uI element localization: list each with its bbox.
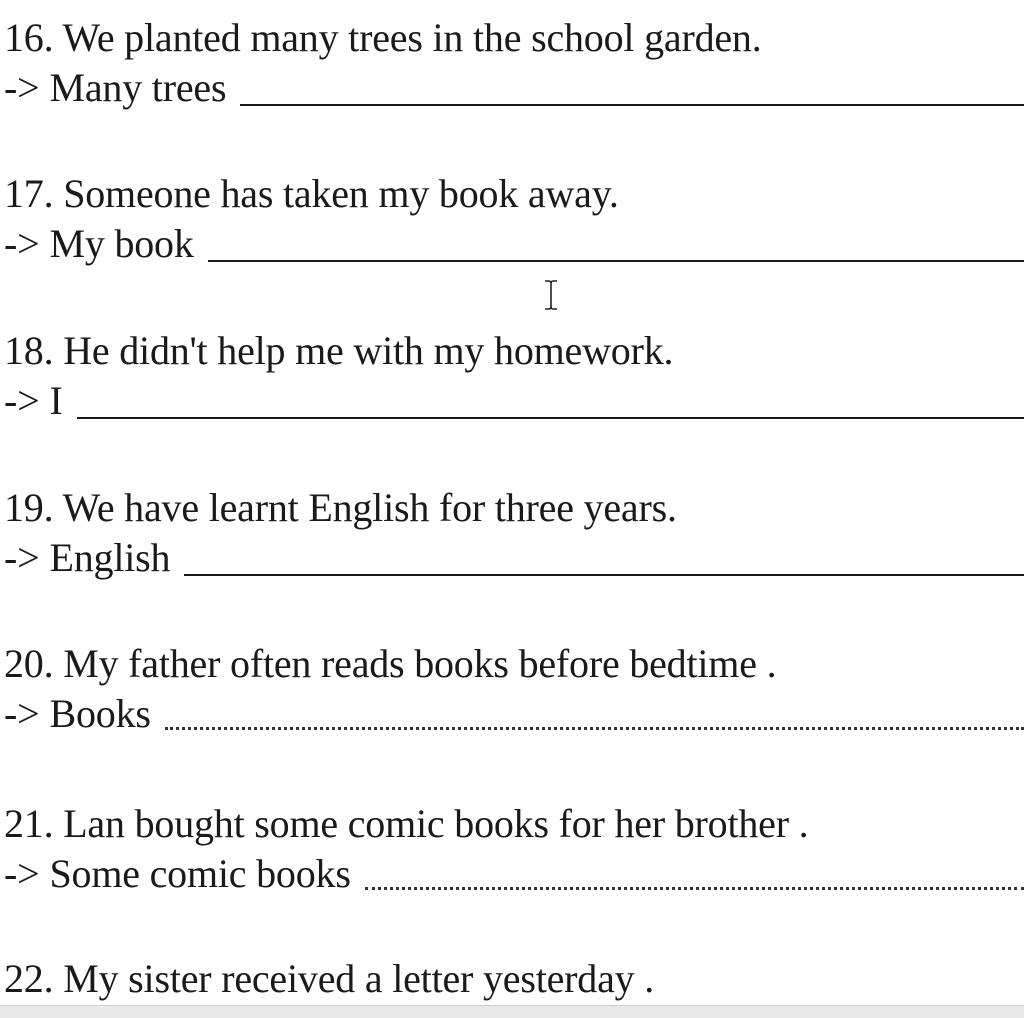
answer-blank[interactable] [165,727,1024,730]
answer-blank[interactable] [184,574,1024,576]
question-text: 18. He didn't help me with my homework. [4,328,674,373]
answer-row [4,850,1024,898]
answer-row [4,690,1024,738]
answer-row [4,534,1024,582]
answer-blank[interactable] [77,417,1024,419]
answer-start: Some comic books [49,851,351,896]
question-text: 17. Someone has taken my book away. [4,171,619,216]
arrow-label: -> [4,691,40,736]
answer-start: Books [49,691,151,736]
window-bottom-edge [0,1005,1024,1018]
answer-blank[interactable] [365,887,1024,890]
answer-blank[interactable] [240,104,1024,106]
answer-blank[interactable] [208,260,1024,262]
arrow-label: -> [4,221,40,266]
answer-start: I [49,378,63,423]
arrow-label: -> [4,851,40,896]
answer-row [4,64,1024,112]
question-text: 19. We have learnt English for three years. [4,485,677,530]
answer-start: My book [49,221,194,266]
question-text: 20. My father often reads books before bedtime . [4,641,777,686]
answer-start: English [49,535,171,580]
arrow-label: -> [4,535,40,580]
answer-row [4,377,1024,425]
question-text: 21. Lan bought some comic books for her brother . [4,801,809,846]
question-text: 16. We planted many trees in the school garden. [4,15,762,60]
question-text: 22. My sister received a letter yesterday . [4,956,655,1001]
text-cursor-icon [544,280,558,310]
answer-row [4,220,1024,268]
answer-start: Many trees [49,65,227,110]
arrow-label: -> [4,378,40,423]
arrow-label: -> [4,65,40,110]
